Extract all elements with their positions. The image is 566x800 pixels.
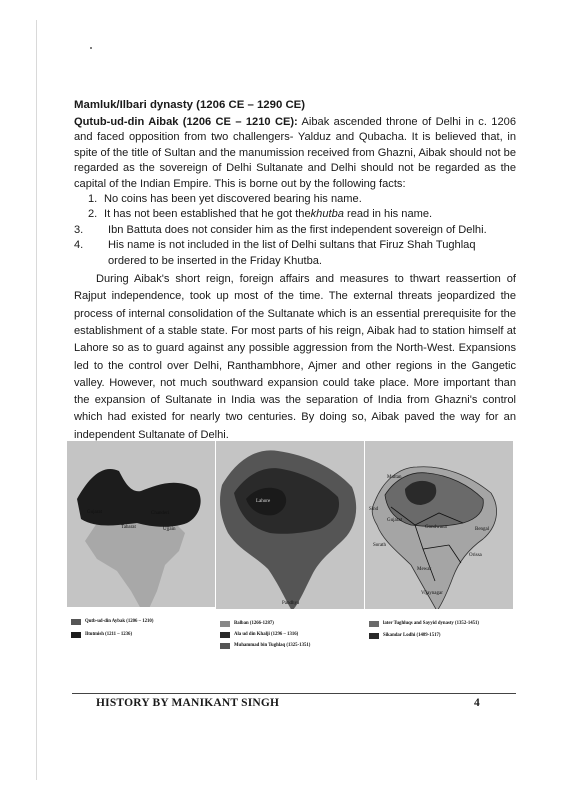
list-item [74,223,516,238]
map-label: Vijaynagar [421,591,443,596]
list-number: 4. [74,239,84,252]
map-later-tughlaq-lodhi [365,441,513,667]
map-label: Multan [387,475,402,480]
legend-label: Ala ud din Khalji (1296 – 1316) [234,632,299,637]
scan-speck [90,47,92,49]
list-text: No coins has been yet discovered bearing his name. [104,193,362,206]
list-number: 1. [88,193,98,206]
list-item [88,192,516,207]
list-text: read in his name. [343,208,433,221]
list-text: It has not been established that he got the [104,208,311,221]
list-number: 2. [88,208,98,221]
map-aibak-iltutmish [67,441,215,667]
legend-label: Qutb-ud-din Aybak (1206 – 1210) [85,619,154,624]
map-label: Mewar [417,567,432,572]
list-text: His name is not included in the list of Delhi sultans that Firuz Shah Tughlaq ordered to be inserted in the Friday Khutba. [108,239,476,267]
list-number: 3. [74,223,84,236]
legend-entry [85,632,132,637]
sultanate-maps-figure [67,441,513,667]
footer-divider [72,693,516,694]
map-label: Sorath [373,543,387,548]
map-label: Chanderi [151,511,170,516]
legend-label: later Tughluqs and Sayyid dynasty (1352-1451) [383,621,480,626]
footer-title: HISTORY BY MANIKANT SINGH [96,697,280,709]
map-label: Gondwana [425,525,447,530]
map-label: Gujarat [87,510,102,515]
map-label: Sind [369,507,379,512]
page-number: 4 [474,697,480,709]
paragraph-lead: Qutub-ud-din Aibak (1206 CE – 1210 CE): [74,116,298,128]
map-balban-khalji-tughlaq [216,441,364,667]
legend-label: Iltutmish (1211 – 1236) [85,632,133,637]
legend-entry [383,621,479,626]
section-heading: Mamluk/Ilbari dynasty (1206 CE – 1290 CE) [74,99,306,111]
facts-list-b [74,223,516,269]
legend-label: Sikandar Lodhi (1489-1517) [383,633,441,638]
legend-entry [383,633,441,638]
paragraph-body: Aibak ascended throne of Delhi in c. 1206 and faced opposition from two challengers- Yalduz and Qubacha. It is believed that, in spite of the title of Sultan and the manumission received from Ghazni, Aibak should not be regarded as the sovereign of Delhi Sultanate and Delhi should not be regarded as the capital of the Indian Empire. This is borne out by the following facts: [74,116,516,190]
map-label: Bengal [475,527,490,532]
paragraph-reign: During Aibak's short reign, foreign affairs and measures to thwart reassertion of Rajput independence, took up most of the time. The external threats jeopardized the process of internal consolidation of the Sultanate which is an essential prerequisite for the establishment of a stable state. For most parts of his reign, Aibak had to station himself at Lahore so as to guard against any possible aggression from the North-West. Expansions led to the control over Delhi, Ranthambhore, Ajmer and other regions in the Gangetic valley. However, not much southward expansion could take place. More important than the expansion of Sultanate in India was the separation of India from Ghazni's control which had existed for nearly two centuries. By doing so, Aibak paved the way for an independent Sultanate of Delhi. [74,273,516,441]
list-item [74,238,516,269]
legend-entry [234,643,310,648]
map-label: Gujarat [387,518,402,523]
list-item [88,207,516,222]
legend-label: Balban (1266-1287) [234,621,274,626]
map-label: Tabarat [121,525,136,530]
list-text: Ibn Battuta does not consider him as the first independent sovereign of Delhi. [108,223,487,236]
legend-label: Muhammad bin Tughlaq (1325-1351) [234,643,311,648]
list-italic-term: khutba [310,208,344,221]
map-label: Orissa [469,553,482,558]
map-label: Pandhya [282,601,300,606]
legend-entry [234,632,298,637]
map-label: Lahore [256,499,271,504]
paragraph-aibak [74,115,516,192]
body-text [74,115,516,444]
map-label: Ujjain [163,527,176,532]
legend-entry [234,621,274,626]
facts-list-a [74,192,516,223]
scan-edge-line [36,20,37,780]
legend-entry [85,619,153,624]
